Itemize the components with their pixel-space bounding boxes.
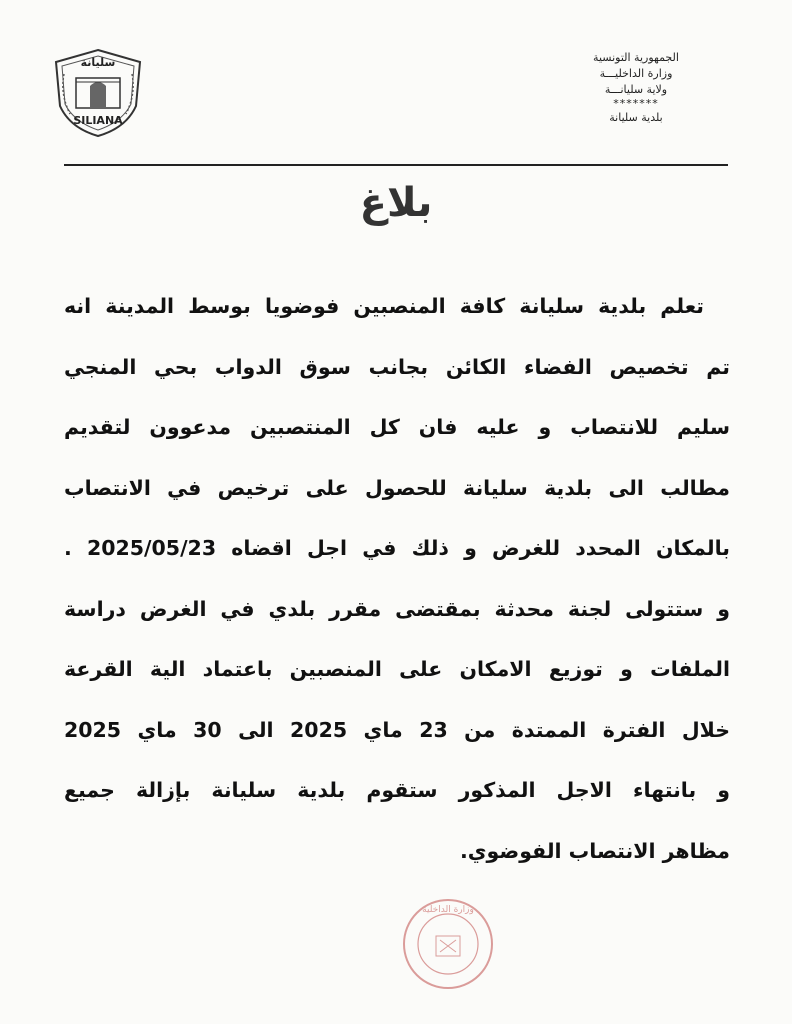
body-line: مظاهر الانتصاب الفوضوي. bbox=[459, 838, 730, 863]
official-stamp bbox=[400, 896, 496, 992]
body-line: تعلم بلدية سليانة كافة المنصبين فوضويا بوسط المدينة انه bbox=[64, 294, 704, 318]
header-stars: ******* bbox=[613, 97, 659, 110]
siliana-municipality-logo bbox=[46, 44, 150, 140]
body-line: و بانتهاء الاجل المذكور ستقوم بلدية سليانة بإزالة جميع bbox=[64, 778, 730, 802]
municipality-name: بلدية سليانة bbox=[609, 111, 663, 124]
body-line: الملفات و توزيع الامكان على المنصبين باعتماد الية القرعة bbox=[64, 657, 730, 681]
republic-name: الجمهورية التونسية bbox=[593, 51, 679, 64]
body-line: سليم للانتصاب و عليه فان كل المنتصبين مدعوون لتقديم bbox=[64, 415, 730, 439]
header-divider bbox=[64, 164, 728, 166]
body-line: و ستتولى لجنة محدثة بمقتضى مقرر بلدي في الغرض دراسة bbox=[64, 596, 730, 621]
page-title: بلاغ bbox=[359, 180, 433, 226]
body-line: تم تخصيص الفضاء الكائن بجانب سوق الدواب بحي المنجي bbox=[64, 354, 730, 379]
ministry-name: وزارة الداخليـــة bbox=[599, 67, 673, 80]
body-line: مطالب الى بلدية سليانة للحصول على ترخيص في الانتصاب bbox=[64, 475, 730, 500]
document-header bbox=[546, 50, 726, 126]
body-line: خلال الفترة الممتدة من 23 ماي 2025 الى 30 ماي 2025 bbox=[64, 717, 731, 742]
logo-arabic-name: سليانة bbox=[80, 56, 116, 69]
announcement-body bbox=[64, 276, 730, 881]
body-line: بالمكان المحدد للغرض و ذلك في اجل اقضاه 2025/05/23 . bbox=[64, 536, 730, 560]
stamp-text: وزارة الداخلية bbox=[422, 905, 474, 915]
governorate-name: ولاية سليانـــة bbox=[604, 83, 668, 96]
logo-latin-name: SILIANA bbox=[73, 114, 123, 127]
